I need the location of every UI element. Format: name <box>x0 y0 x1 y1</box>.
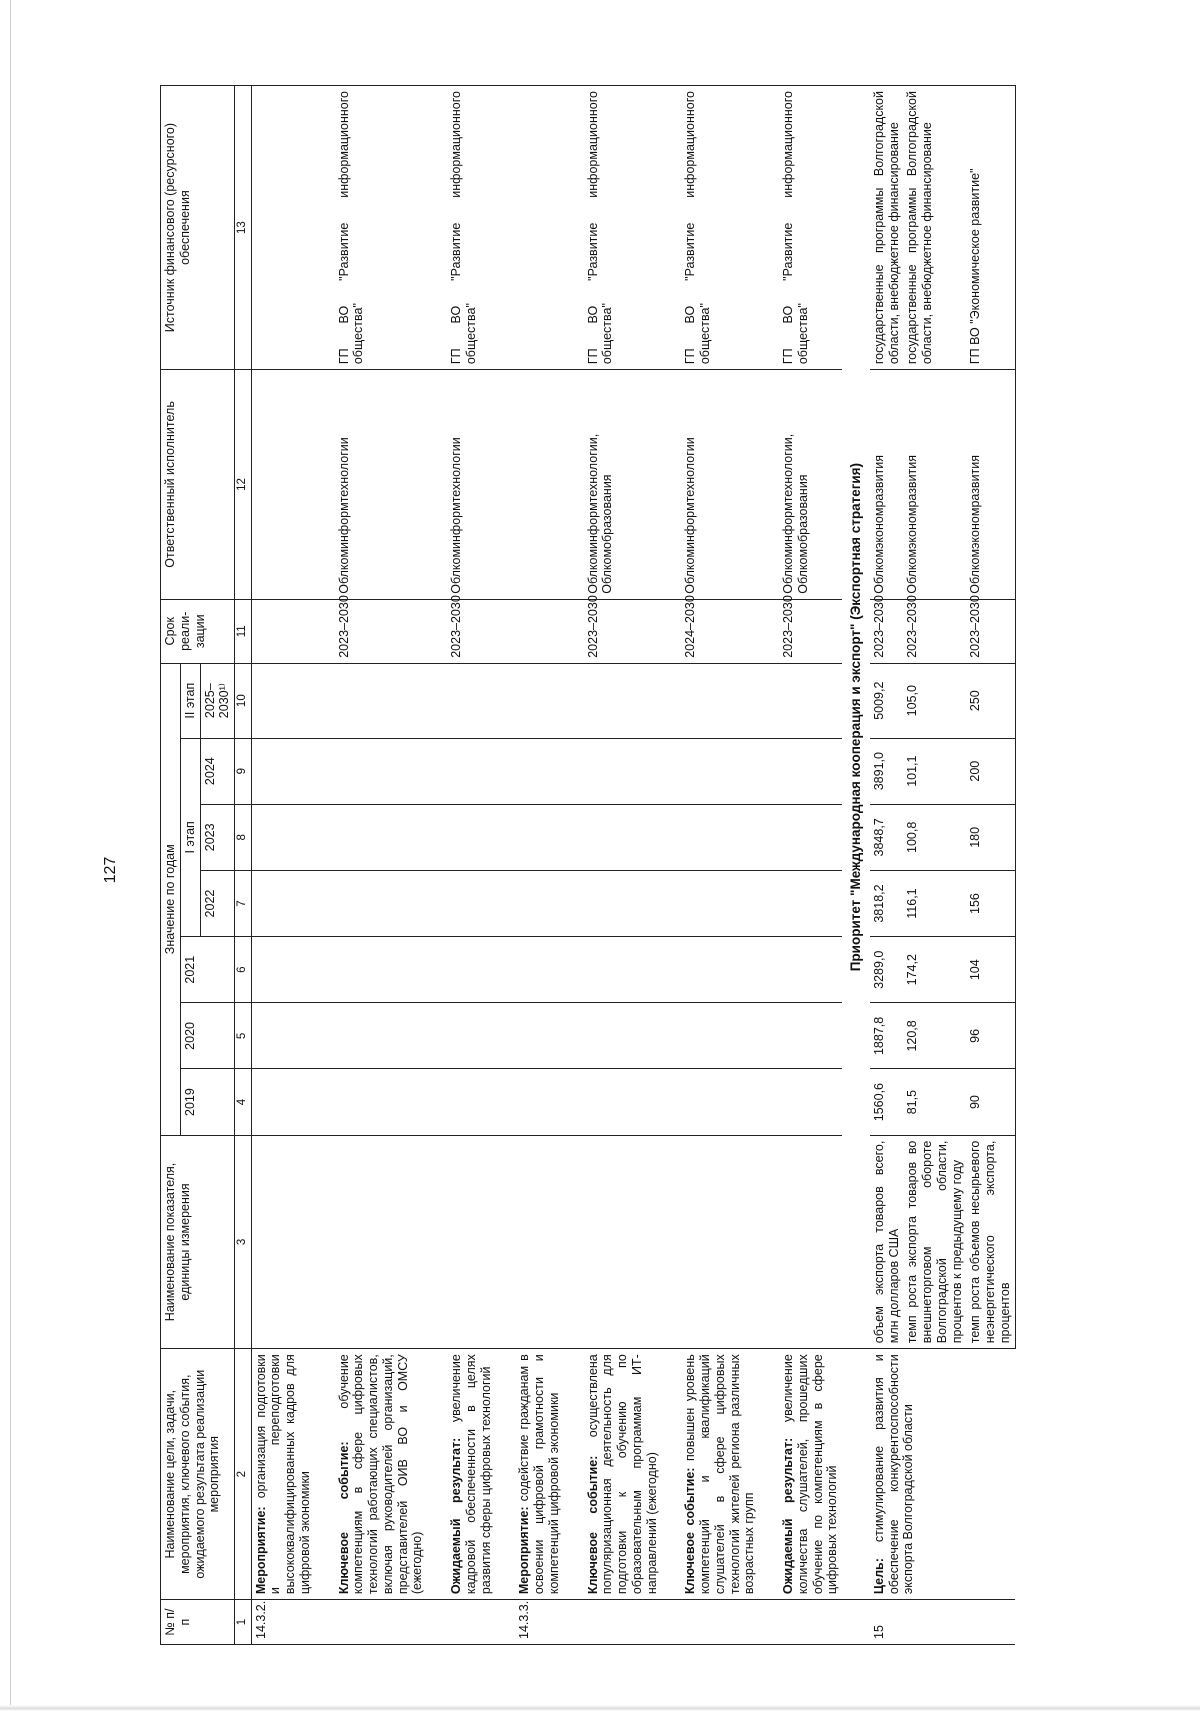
row-source <box>515 86 563 370</box>
row-executor: Облкоминформтехнологии <box>681 370 759 600</box>
indicator-value: 1560,6 <box>870 1069 904 1135</box>
row-source <box>251 86 315 370</box>
row-source: ГП ВО "Развитие информационного общества" <box>335 86 428 370</box>
row-number <box>447 1600 495 1645</box>
row-text: обучение компетенциям в сфере цифровых технологий работающих специалистов, включая руководителей организаций, представителей ОИВ ВО и ОМСУ (ежегодно) <box>336 1354 425 1595</box>
header-year-2019: 2019 <box>180 1069 234 1135</box>
column-number: 9 <box>235 738 252 804</box>
row-executor <box>515 370 563 600</box>
column-number: 3 <box>235 1135 252 1349</box>
row-number <box>681 1600 759 1645</box>
row-source: ГП ВО "Развитие информационного общества" <box>779 86 842 370</box>
table-row <box>251 86 315 1645</box>
row-source: ГП ВО "Развитие информационного общества" <box>447 86 495 370</box>
header-source: Источник финансового (ресурсного) обеспечения <box>161 86 235 370</box>
table-row <box>779 86 842 1645</box>
header-stage-2: II этап <box>180 663 200 738</box>
row-number: 14.3.2. <box>251 1600 315 1645</box>
header-year-2023: 2023 <box>200 804 235 870</box>
goal-label: Цель: <box>871 1558 886 1595</box>
rotated-page <box>80 60 1180 1680</box>
column-number: 5 <box>235 1003 252 1069</box>
table-row <box>335 86 428 1645</box>
header-year-2024: 2024 <box>200 738 235 804</box>
indicator-value: 3891,0 <box>870 738 904 804</box>
indicator-value: 104 <box>966 937 1015 1003</box>
indicator-name: темп роста экспорта товаров во внешнеторговом обороте Волгоградской области, процентов к предыдущему году <box>903 1135 966 1349</box>
column-number: 10 <box>235 663 252 738</box>
row-description <box>779 1349 842 1600</box>
row-source: ГП ВО "Развитие информационного общества" <box>584 86 662 370</box>
indicator-name: темп роста объемов несырьевого неэнергетического экспорта, процентов <box>966 1135 1015 1349</box>
row-text: увеличение кадровой обеспеченности в целях развития сферы цифровых технологий <box>449 1354 493 1595</box>
indicator-value: 180 <box>966 804 1015 870</box>
table-row <box>447 86 495 1645</box>
row-description <box>584 1349 662 1600</box>
table-header <box>161 86 252 1645</box>
indicator-value: 5009,2 <box>870 663 904 738</box>
row-number: 14.3.3. <box>515 1600 563 1645</box>
row-executor: Облкоминформтехнологии, Облкомобразования <box>584 370 662 600</box>
row-executor <box>251 370 315 600</box>
table-row <box>870 86 904 1645</box>
scan-bottom-strip <box>0 1705 1200 1711</box>
page-edge <box>0 0 11 1711</box>
header-executor: Ответственный исполнитель <box>161 370 235 600</box>
indicator-value: 120,8 <box>903 1003 966 1069</box>
row-executor: Облкоминформтехнологии, Облкомобразования <box>779 370 842 600</box>
page-number: 127 <box>102 856 119 884</box>
row-description <box>681 1349 759 1600</box>
goal-description <box>870 1349 1015 1600</box>
indicator-term: 2023–2030 <box>903 599 966 663</box>
row-text: увеличение количества слушателей, прошедших обучение по компетенциям в сфере цифровых технологий <box>781 1354 840 1595</box>
indicator-executor: Облкомэкономразвития <box>903 370 966 600</box>
row-label: Ожидаемый результат: <box>449 1437 464 1595</box>
header-year-2020: 2020 <box>180 1003 234 1069</box>
row-number <box>335 1600 428 1645</box>
row-term <box>515 599 563 663</box>
indicator-value: 90 <box>966 1069 1015 1135</box>
indicator-source: государственные программы Волгоградской области, внебюджетное финансирование <box>903 86 966 370</box>
column-number: 8 <box>235 804 252 870</box>
indicator-value: 1887,8 <box>870 1003 904 1069</box>
row-term <box>251 599 315 663</box>
row-term: 2023–2030 <box>779 599 842 663</box>
column-numbers-row <box>235 86 252 1645</box>
row-text: организация подготовки и переподготовки высококвалифицированных кадров для цифровой экономики <box>253 1354 312 1595</box>
indicator-source: ГП ВО "Экономическое развитие" <box>966 86 1015 370</box>
header-values: Значение по годам <box>161 663 181 1135</box>
row-text: повышен уровень компетенций и квалификаций слушателей в сфере цифровых технологий жителей региона различных возрастных групп <box>683 1354 757 1595</box>
goal-number: 15 <box>870 1600 1015 1645</box>
header-year-2022: 2022 <box>200 870 235 936</box>
header-stage-1: I этап <box>180 738 200 937</box>
indicator-value: 3289,0 <box>870 937 904 1003</box>
indicator-name: объем экспорта товаров всего, млн долларов США <box>870 1135 904 1349</box>
row-label: Ключевое событие: <box>585 1455 600 1595</box>
column-number: 11 <box>235 599 252 663</box>
indicator-source: государственные программы Волгоградской области, внебюджетное финансирование <box>870 86 904 370</box>
column-number: 7 <box>235 870 252 936</box>
indicator-term: 2023–2030 <box>966 599 1015 663</box>
row-label: Ключевое событие: <box>336 1441 351 1595</box>
row-source: ГП ВО "Развитие информационного общества" <box>681 86 759 370</box>
priority-heading: Приоритет "Международная кооперация и экспорт" (Экспортная стратегия) <box>842 86 870 1349</box>
indicator-value: 250 <box>966 663 1015 738</box>
indicator-executor: Облкомэкономразвития <box>966 370 1015 600</box>
indicator-value: 200 <box>966 738 1015 804</box>
header-year-2021: 2021 <box>180 937 234 1003</box>
row-label: Мероприятие: <box>253 1506 268 1595</box>
column-number: 1 <box>235 1600 252 1645</box>
goal-text: стимулирование развития и обеспечение конкурентоспособности экспорта Волгоградской области <box>871 1354 916 1595</box>
row-label: Мероприятие: <box>517 1506 532 1595</box>
table-row <box>681 86 759 1645</box>
header-year-2025-2030: 2025–2030¹⁾ <box>200 663 235 738</box>
indicator-value: 105,0 <box>903 663 966 738</box>
row-text: содействие гражданам в освоении цифровой грамотности и компетенций цифровой экономики <box>517 1354 561 1595</box>
row-executor: Облкоминформтехнологии <box>335 370 428 600</box>
table-row <box>584 86 662 1645</box>
row-description <box>251 1349 315 1600</box>
indicator-value: 96 <box>966 1003 1015 1069</box>
column-number: 13 <box>235 86 252 370</box>
indicator-value: 3848,7 <box>870 804 904 870</box>
row-text: осуществлена популяризационная деятельность для подготовки к обучению по образовательным программам ИТ-направлений (ежегодно) <box>585 1354 659 1595</box>
row-term: 2023–2030 <box>335 599 428 663</box>
header-indicator: Наименование показателя, единицы измерения <box>161 1135 235 1349</box>
header-term: Срок реали-зации <box>161 599 235 663</box>
row-term: 2023–2030 <box>584 599 662 663</box>
row-executor: Облкоминформтехнологии <box>447 370 495 600</box>
row-description <box>335 1349 428 1600</box>
indicator-value: 81,5 <box>903 1069 966 1135</box>
row-description <box>447 1349 495 1600</box>
indicator-value: 101,1 <box>903 738 966 804</box>
row-term: 2024–2030 <box>681 599 759 663</box>
indicator-value: 156 <box>966 870 1015 936</box>
row-number <box>584 1600 662 1645</box>
priority-row <box>842 86 870 1645</box>
row-label: Ожидаемый результат: <box>781 1437 796 1595</box>
column-number: 4 <box>235 1069 252 1135</box>
column-number: 12 <box>235 370 252 600</box>
indicator-executor: Облкомэкономразвития <box>870 370 904 600</box>
indicator-term: 2023–2030 <box>870 599 904 663</box>
column-number: 6 <box>235 937 252 1003</box>
row-term: 2023–2030 <box>447 599 495 663</box>
header-name: Наименование цели, задачи, мероприятия, ключевого события, ожидаемого результата реализации мероприятия <box>161 1349 235 1600</box>
plan-table <box>160 85 1016 1645</box>
indicator-value: 116,1 <box>903 870 966 936</box>
indicator-value: 3818,2 <box>870 870 904 936</box>
column-number: 2 <box>235 1349 252 1600</box>
row-number <box>779 1600 842 1645</box>
table-row <box>515 86 563 1645</box>
header-num: № п/п <box>161 1600 235 1645</box>
indicator-value: 100,8 <box>903 804 966 870</box>
row-description <box>515 1349 563 1600</box>
indicator-value: 174,2 <box>903 937 966 1003</box>
row-label: Ключевое событие: <box>683 1467 698 1595</box>
